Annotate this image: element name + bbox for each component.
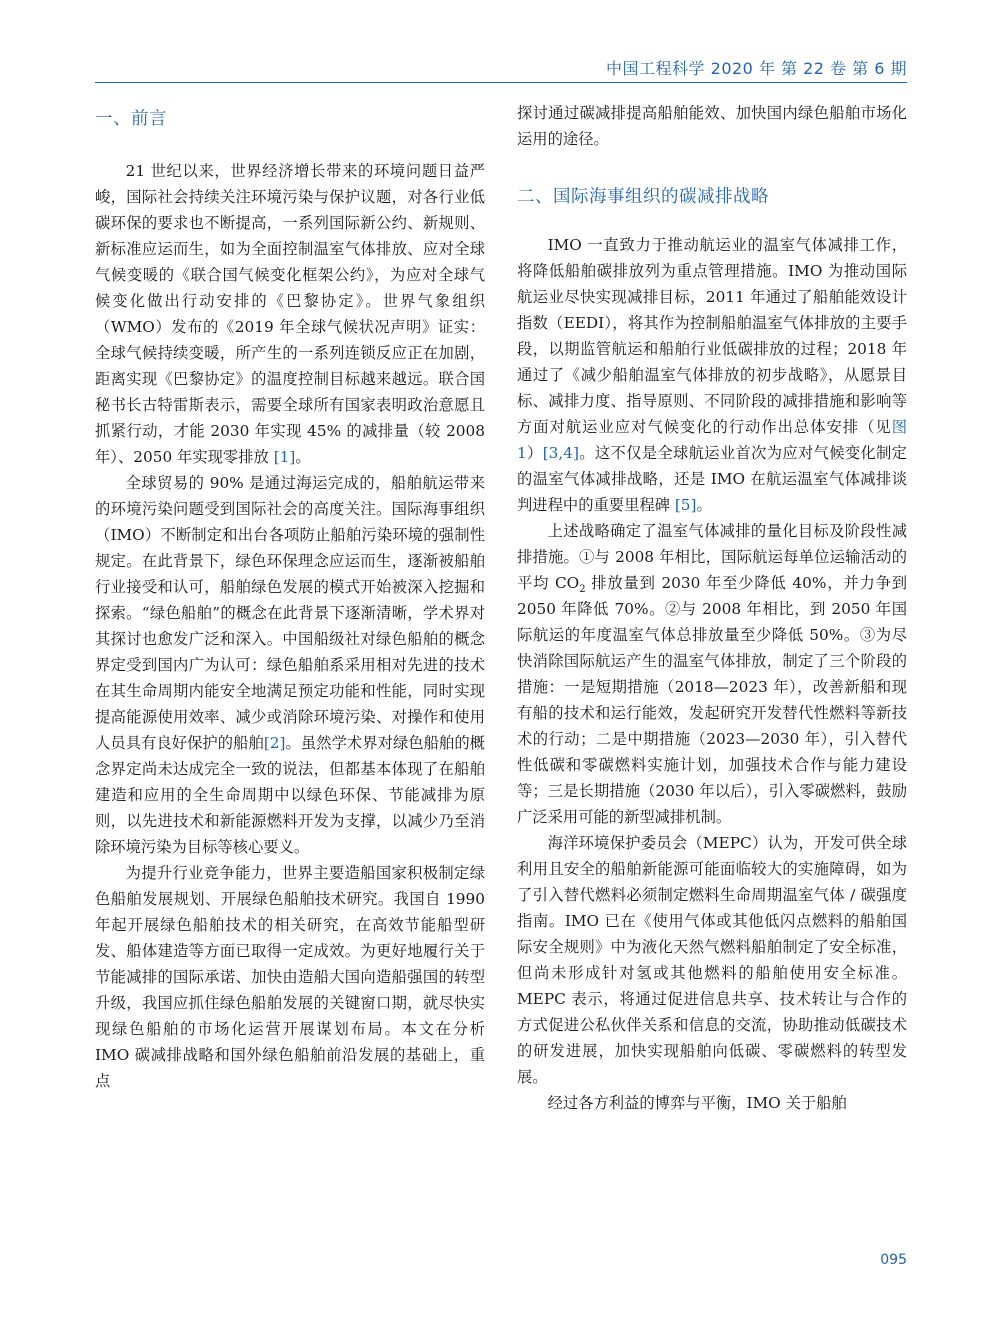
right-column xyxy=(517,100,907,1116)
paragraph-continued: 探讨通过碳减排提高船舶能效、加快国内绿色船舶市场化运用的途径。 xyxy=(517,104,907,148)
citation-link[interactable]: [3,4] xyxy=(542,444,579,462)
page-number: 095 xyxy=(880,1252,907,1268)
paragraph-text: 全球贸易的 90% 是通过海运完成的，船舶航运带来的环境污染问题受到国际社会的高度关注。国际海事组织（IMO）不断制定和出台各项防止船舶污染环境的强制性规定。在此背景下，绿色环保理念应运而生，逐渐被船舶行业接受和认可，船舶绿色发展的模式开始被深入挖掘和探索。“绿色船舶”的概念在此背景下逐渐清晰，学术界对其探讨也愈发广泛和深入。中国船级社对绿色船舶的概念界定受到国内广为认可：绿色船舶系采用相对先进的技术在其生命周期内能安全地满足预定功能和性能，同时实现提高能源使用效率、减少或消除环境污染、对操作和使用人员具有良好保护的船舶 xyxy=(95,474,485,752)
paragraph-text: 。这不仅是全球航运业首次为应对气候变化制定的温室气体减排战略，还是 IMO 在航运温室气体减排谈判进程中的重要里程碑 xyxy=(517,444,907,514)
paragraph: 经过各方利益的博弈与平衡，IMO 关于船舶 xyxy=(547,1094,847,1112)
citation-link[interactable]: [5] xyxy=(674,496,697,514)
paragraph-text: 21 世纪以来，世界经济增长带来的环境问题日益严峻，国际社会持续关注环境污染与保护议题，对各行业低碳环保的要求也不断提高，一系列国际新公约、新规则、新标准应运而生，如为全面控制温室气体排放、应对全球气候变暖的《联合国气候变化框架公约》，为应对全球气候变化做出行动安排的《巴黎协定》。世界气象组织（WMO）发布的《2019 年全球气候状况声明》证实：全球气候持续变暖，所产生的一系列连锁反应正在加剧，距离实现《巴黎协定》的温度控制目标越来越远。联合国秘书长古特雷斯表示，需要全球所有国家表明政治意愿且抓紧行动，才能 2030 年实现 45% 的减排量（较 2008 年）、2050 年实现零排放 xyxy=(95,162,485,466)
paragraph xyxy=(95,158,485,470)
running-header xyxy=(95,56,907,83)
paragraph-text: 。虽然学术界对绿色船舶的概念界定尚未达成完全一致的说法，但都基本体现了在船舶建造和应用的全生命周期中以绿色环保、节能减排为原则，以先进技术和新能源燃料开发为支撑，以减少乃至消除环境污染为目标等核心要义。 xyxy=(95,734,485,856)
paragraph-text: 上述战略确定了温室气体减排的量化目标及阶段性减排措施。①与 2008 年相比，国际航运每单位运输活动的平均 CO xyxy=(517,522,907,592)
paragraph-text: 。 xyxy=(295,448,311,466)
paragraph: 为提升行业竞争能力，世界主要造船国家积极制定绿色船舶发展规划、开展绿色船舶技术研究。我国自 1990 年起开展绿色船舶技术的相关研究，在高效节能船型研发、船体建造等方面已取得一定成效。为更好地履行关于节能减排的国际承诺、加快由造船大国向造船强国的转型升级，我国应抓住绿色船舶发展的关键窗口期，就尽快实现绿色船舶的市场化运营开展谋划布局。本文在分析 IMO 碳减排战略和国外绿色船舶前沿发展的基础上，重点 xyxy=(95,864,485,1090)
paragraph: 海洋环境保护委员会（MEPC）认为，开发可供全球利用且安全的船舶新能源可能面临较大的实施障碍，如为了引入替代燃料必须制定燃料生命周期温室气体 / 碳强度指南。IMO 已在《使用气体或其他低闪点燃料的船舶国际安全规则》中为液化天然气燃料船舶制定了安全标准，但尚未形成针对氢或其他燃料的船舶使用安全标准。MEPC 表示，将通过促进信息共享、技术转让与合作的方式促进公私伙伴关系和信息的交流，协助推动低碳技术的研发进展，加快实现船舶向低碳、零碳燃料的转型发展。 xyxy=(517,834,907,1086)
citation-link[interactable]: [1] xyxy=(273,448,296,466)
subscript: 2 xyxy=(579,584,586,596)
paragraph-text: 。 xyxy=(696,496,712,514)
section-title-imo: 二、国际海事组织的碳减排战略 xyxy=(517,187,769,207)
journal-info: 中国工程科学 2020 年 第 22 卷 第 6 期 xyxy=(606,59,907,78)
paragraph-text: 排放量到 2030 年至少降低 40%，并力争到 2050 年降低 70%。②与 2008 年相比，到 2050 年国际航运的年度温室气体总排放量至少降低 50%。③为尽快消除国际航运产生的温室气体排放，制定了三个阶段的措施：一是短期措施（2018—2023 年），改善新船和现有船的技术和运行能效，发起研究开发替代性燃料等新技术的行动；二是中期措施（2023—2030 年），引入替代性低碳和零碳燃料实施计划，加强技术合作与能力建设等；三是长期措施（2030 年以后），引入零碳燃料，鼓励广泛采用可能的新型减排机制。 xyxy=(517,574,907,826)
citation-link[interactable]: [2] xyxy=(263,734,286,752)
paragraph xyxy=(517,518,907,830)
paragraph xyxy=(517,232,907,518)
paragraph-text: ） xyxy=(526,444,543,462)
figure-link[interactable]: 图 1 xyxy=(517,418,907,462)
paragraph-text: IMO 一直致力于推动航运业的温室气体减排工作，将降低船舶碳排放列为重点管理措施。IMO 为推动国际航运业尽快实现减排目标，2011 年通过了船舶能效设计指数（EEDI），将其作为控制船舶温室气体排放的主要手段，以期监管航运和船舶行业低碳排放的过程；2018 年通过了《减少船舶温室气体排放的初步战略》，从愿景目标、减排力度、指导原则、不同阶段的减排措施和影响等方面对航运业应对气候变化的行动作出总体安排（见 xyxy=(517,236,907,436)
section-title-intro: 一、前言 xyxy=(95,109,167,129)
paragraph xyxy=(95,470,485,860)
left-column xyxy=(95,100,485,1094)
